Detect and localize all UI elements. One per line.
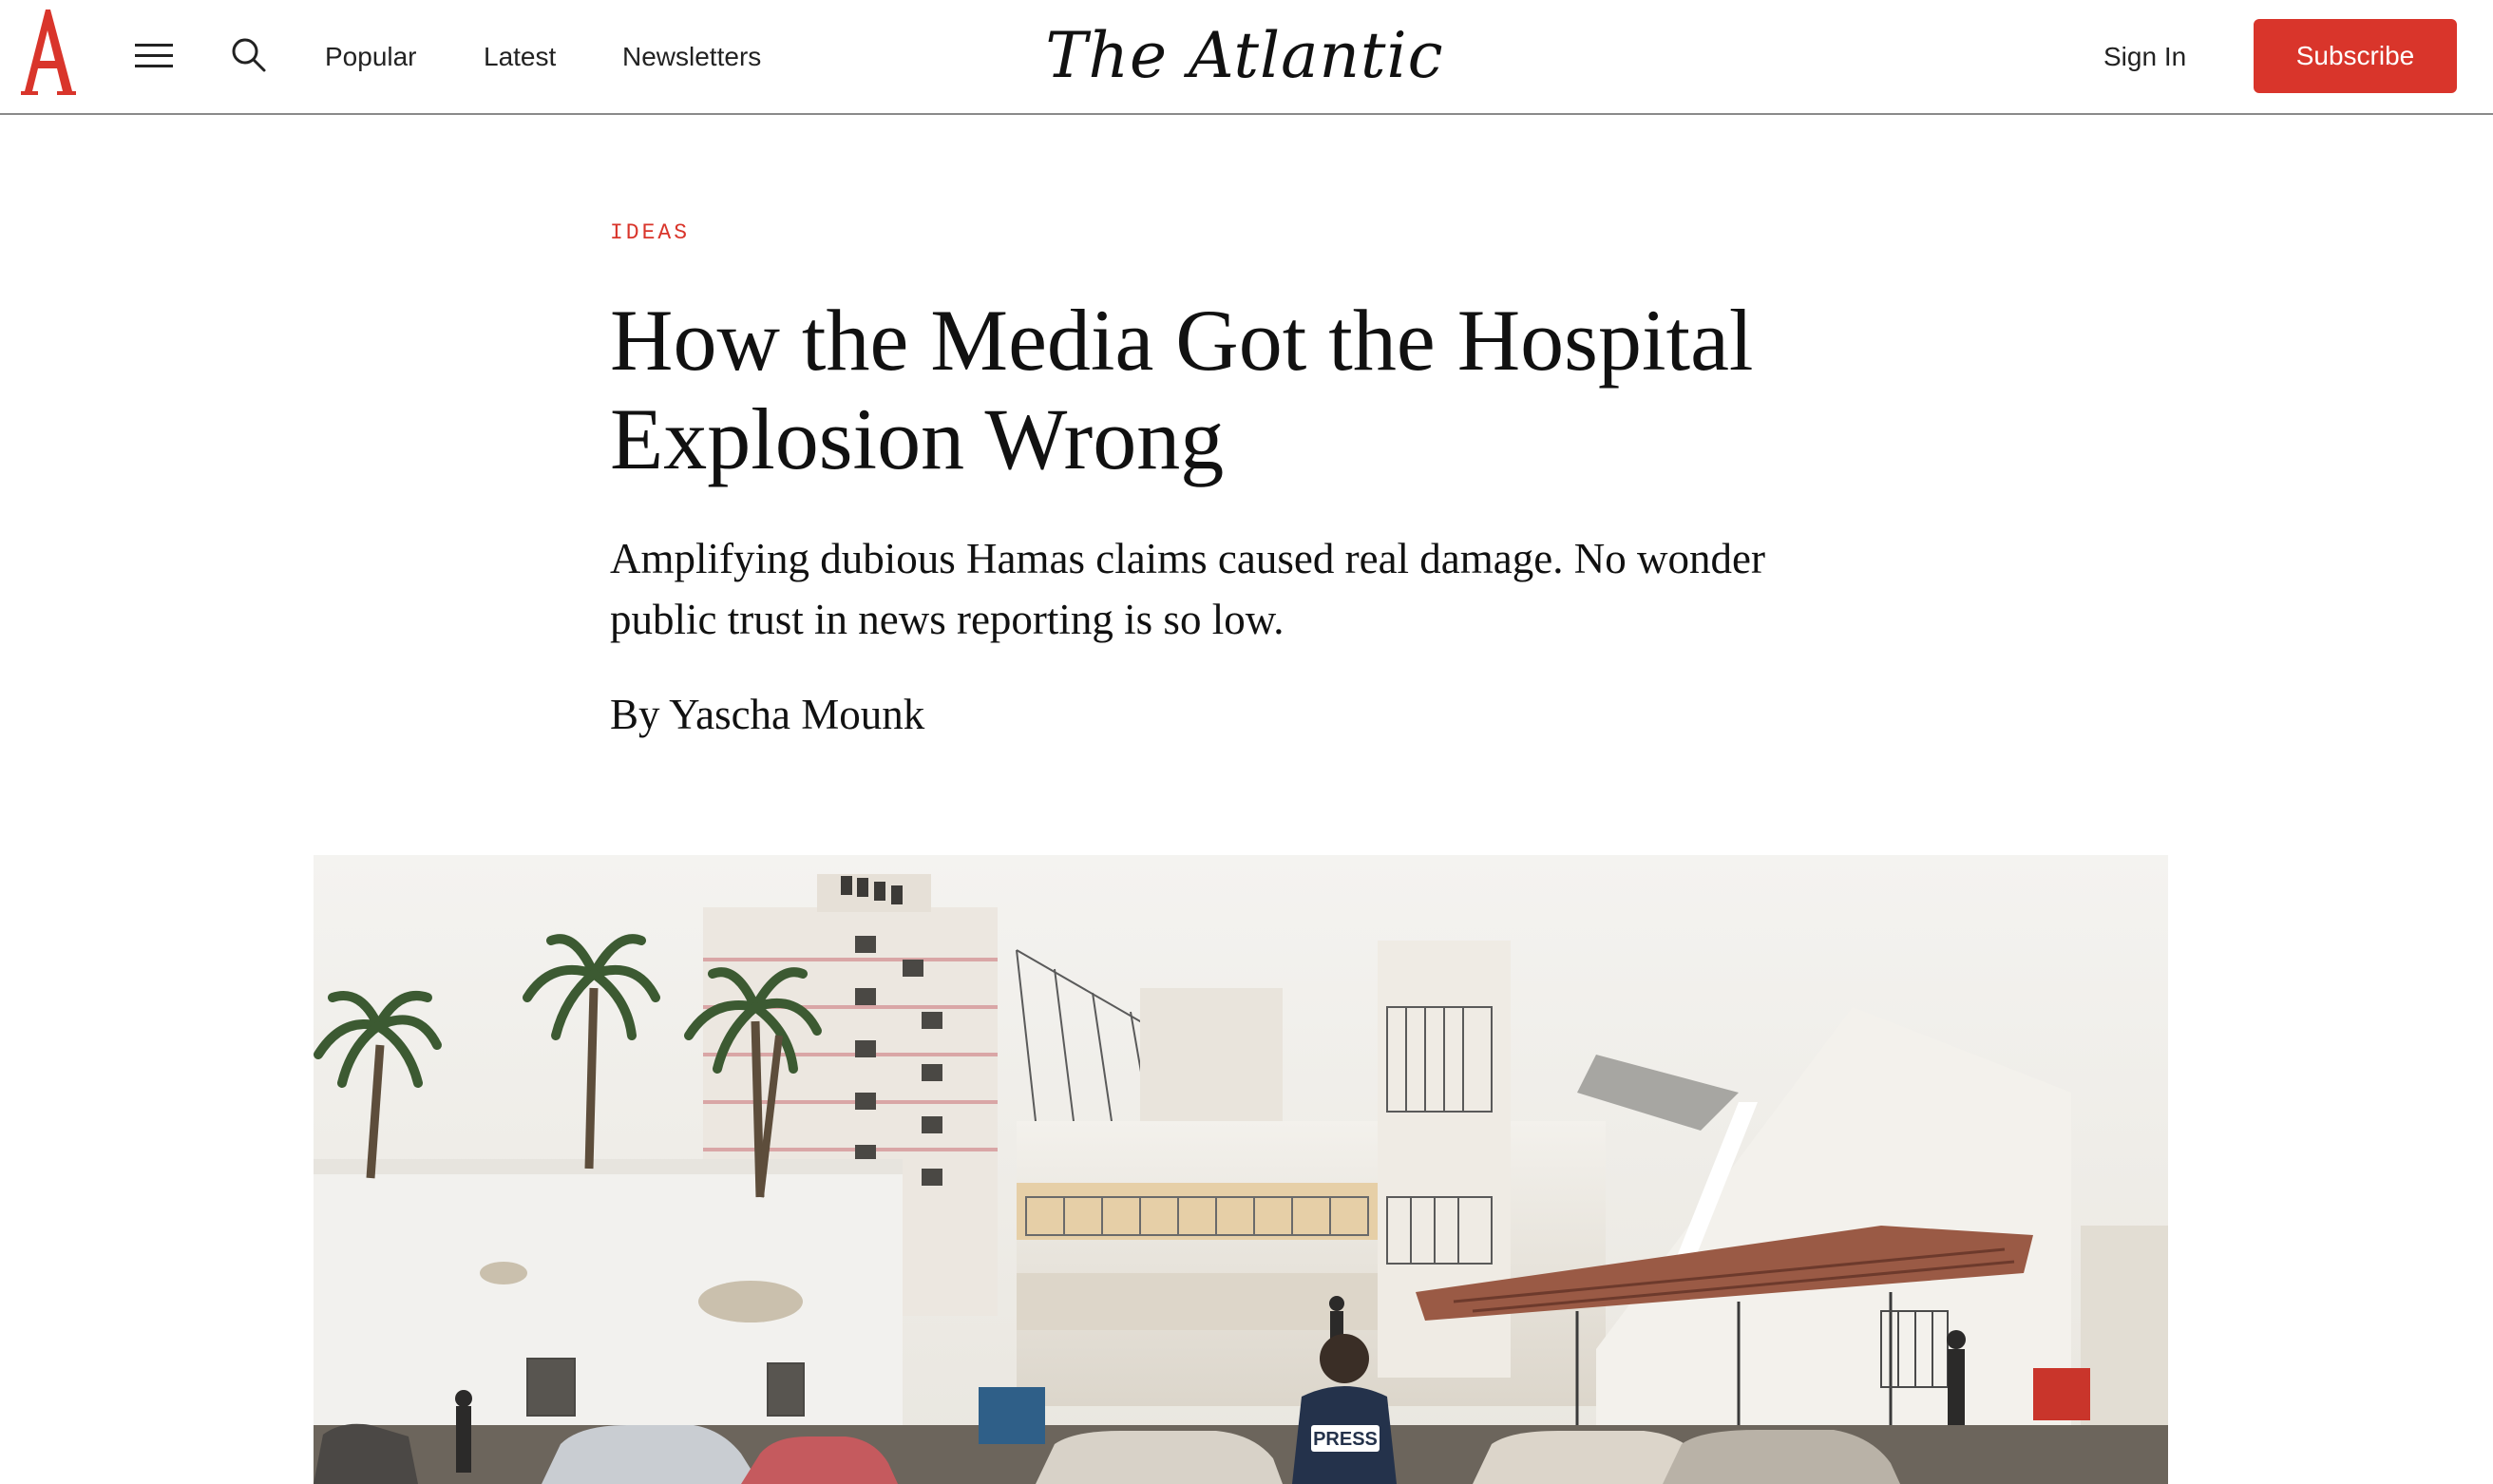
atlantic-logo[interactable] xyxy=(21,6,76,97)
nav-link-popular[interactable]: Popular xyxy=(325,42,417,71)
subscribe-button[interactable]: Subscribe xyxy=(2254,19,2457,93)
byline xyxy=(610,684,924,745)
nav-link-newsletters[interactable]: Newsletters xyxy=(622,42,762,71)
press-label: PRESS xyxy=(1313,1429,1378,1450)
sign-in-link[interactable]: Sign In xyxy=(2103,42,2187,71)
site-wordmark[interactable]: The Atlantic xyxy=(1045,19,1444,92)
site-header xyxy=(0,0,2493,115)
hamburger-menu-icon[interactable] xyxy=(129,34,179,76)
byline-prefix: By xyxy=(610,691,660,738)
section-label[interactable]: IDEAS xyxy=(610,220,691,245)
hero-image xyxy=(314,855,2168,1484)
article-dek: Amplifying dubious Hamas claims caused real damage. No wonder public trust in news reporting is so low. xyxy=(610,535,1765,643)
nav-link-latest[interactable]: Latest xyxy=(484,42,557,71)
search-icon[interactable] xyxy=(228,34,270,76)
author-link[interactable]: Yascha Mounk xyxy=(669,691,925,738)
article-headline: How the Media Got the Hospital Explosion Wrong xyxy=(610,292,1754,487)
